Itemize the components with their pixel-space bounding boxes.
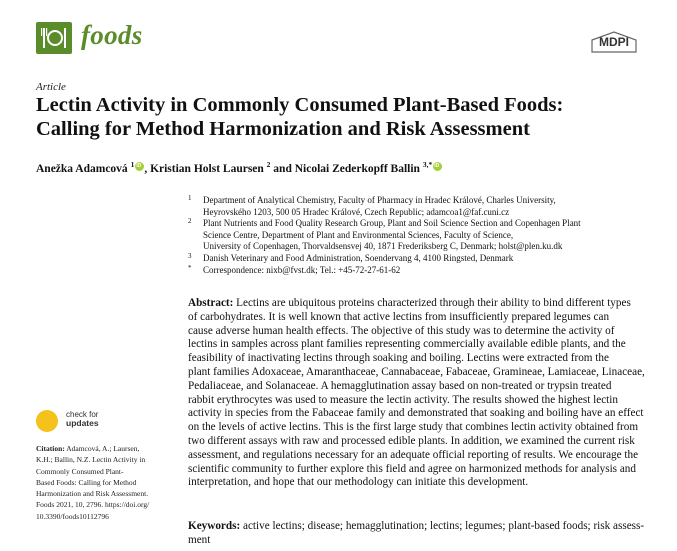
abstract-line: interpretation, and hope that our methodology can initiate this development. (188, 476, 529, 489)
citation-line: Harmonization and Risk Assessment. (36, 489, 149, 499)
author-name[interactable]: Nicolai Zederkopff Ballin (294, 162, 420, 175)
abstract-line: scientific community to further explore this field and agree on harmonized methods for analysis and (188, 462, 636, 475)
affiliation-number: 3 (188, 251, 192, 260)
title-line: Lectin Activity in Commonly Consumed Plant-Based Foods: (36, 94, 564, 116)
author-affiliation-sup: 1 (130, 160, 135, 169)
abstract-label: Abstract: (188, 297, 234, 309)
author-affiliation-sup: 2 (266, 160, 271, 169)
citation (36, 443, 176, 522)
author-list (36, 160, 442, 175)
abstract-text: Lectins are ubiquitous proteins characterized through their ability to bind different types (236, 297, 631, 309)
orcid-icon[interactable] (433, 162, 442, 171)
article-type: Article (36, 81, 66, 93)
abstract-line: assessment, and regulations necessary for an adequate official reporting of results. We encourage the (188, 448, 639, 461)
abstract-line: plant families Adoxaceae, Amaranthaceae, Cannabaceae, Fabaceae, Gramineae, Lamiaceae, Linaceae, (188, 365, 645, 378)
affiliation-line: Correspondence: nixb@fvst.dk; Tel.: +45-72-27-61-62 (203, 264, 401, 275)
affiliation-number: 1 (188, 194, 192, 202)
abstract-line (188, 297, 646, 311)
abstract-line: two different assays with raw and processed edible plants. In addition, we examined the current risk (188, 434, 635, 447)
check-for-updates-button[interactable] (36, 410, 99, 432)
keywords-line: ment (188, 533, 211, 546)
abstract (188, 297, 646, 490)
abstract-line: on the levels of active lectins. This is the first large study that combines lectin activity obtained from (188, 421, 639, 434)
citation-doi-line[interactable]: 10.3390/foods10112796 (36, 511, 109, 521)
author-affiliation-sup: 3,* (422, 160, 433, 169)
affiliation-item (188, 253, 658, 265)
keywords-line (188, 520, 646, 534)
affiliation-number: 2 (188, 217, 192, 226)
check-for-updates-icon (36, 410, 58, 432)
abstract-line: rabbit erythrocytes was used to measure the lectin activity. The results showed the highest lectin (188, 393, 618, 406)
abstract-line: Pedaliaceae, and Solanaceae. A hemagglutination assay based on non-treated or trypsin treated (188, 379, 612, 392)
citation-line: Based Foods: Calling for Method (36, 477, 137, 487)
abstract-line: of carbohydrates. It is well known that active lectins from insufficiently prepared legumes can (188, 310, 610, 323)
citation-doi-line[interactable]: Foods 2021, 10, 2796. https://doi.org/ (36, 500, 150, 510)
author-separator: , (144, 162, 151, 175)
check-for-updates-line: check for (66, 410, 99, 419)
keywords-text: active lectins; disease; hemagglutination; lectins; legumes; plant-based foods; risk assess- (240, 520, 645, 532)
affiliation-item (188, 218, 658, 253)
abstract-line: cause adverse human health effects. The objective of this study was to determine the activity of (188, 324, 615, 337)
citation-label: Citation: (36, 444, 65, 453)
journal-logo-icon (36, 22, 72, 54)
publisher-name: MDPI (599, 35, 629, 49)
check-for-updates-line: updates (66, 418, 99, 428)
keywords (188, 520, 646, 548)
abstract-line: activity in species from the Fabaceae family and demonstrated that soaking and boiling have an effect (188, 407, 644, 420)
affiliation-line: Science Centre, Department of Plant and Environmental Sciences, Faculty of Science, (203, 229, 514, 240)
affiliation-line: University of Copenhagen, Thorvaldsensvej 40, 1871 Frederiksberg C, Denmark; holst@plen.ku.dk (203, 241, 563, 252)
affiliation-line: Danish Veterinary and Food Administration, Soendervang 4, 4100 Ringsted, Denmark (203, 252, 514, 263)
affiliation-line: Plant Nutrients and Food Quality Research Group, Plant and Soil Science Section and Copenhagen Plant (203, 218, 581, 229)
check-for-updates-text (66, 410, 99, 428)
title-line: Calling for Method Harmonization and Risk Assessment (36, 118, 530, 140)
affiliation-number: * (188, 263, 192, 272)
affiliation-line: Department of Analytical Chemistry, Faculty of Pharmacy in Hradec Králové, Charles University, (203, 195, 556, 205)
author-name[interactable]: Anežka Adamcová (36, 162, 128, 175)
abstract-line: feasibility of inactivating lectins through soaking and boiling. Lectins were extracted from the (188, 352, 609, 365)
affiliations (188, 195, 658, 276)
orcid-icon[interactable] (135, 162, 144, 171)
citation-text: Adamcová, A.; Laursen, (64, 444, 140, 453)
citation-line: K.H.; Ballin, N.Z. Lectin Activity in (36, 455, 146, 465)
affiliation-item (188, 195, 658, 218)
affiliation-item (188, 265, 658, 277)
journal-name: foods (81, 20, 143, 50)
author-name[interactable]: Kristian Holst Laursen (150, 162, 264, 175)
affiliation-line: Heyrovského 1203, 500 05 Hradec Králové, Czech Republic; adamcoa1@faf.cuni.cz (203, 206, 510, 217)
citation-line: Commonly Consumed Plant- (36, 466, 124, 476)
article-title (36, 93, 646, 141)
citation-line (36, 443, 176, 454)
author-separator: and (270, 162, 295, 175)
keywords-label: Keywords: (188, 520, 241, 532)
abstract-line: lectins in samples across plant families representing commercially available edible plants, and the (188, 338, 626, 351)
